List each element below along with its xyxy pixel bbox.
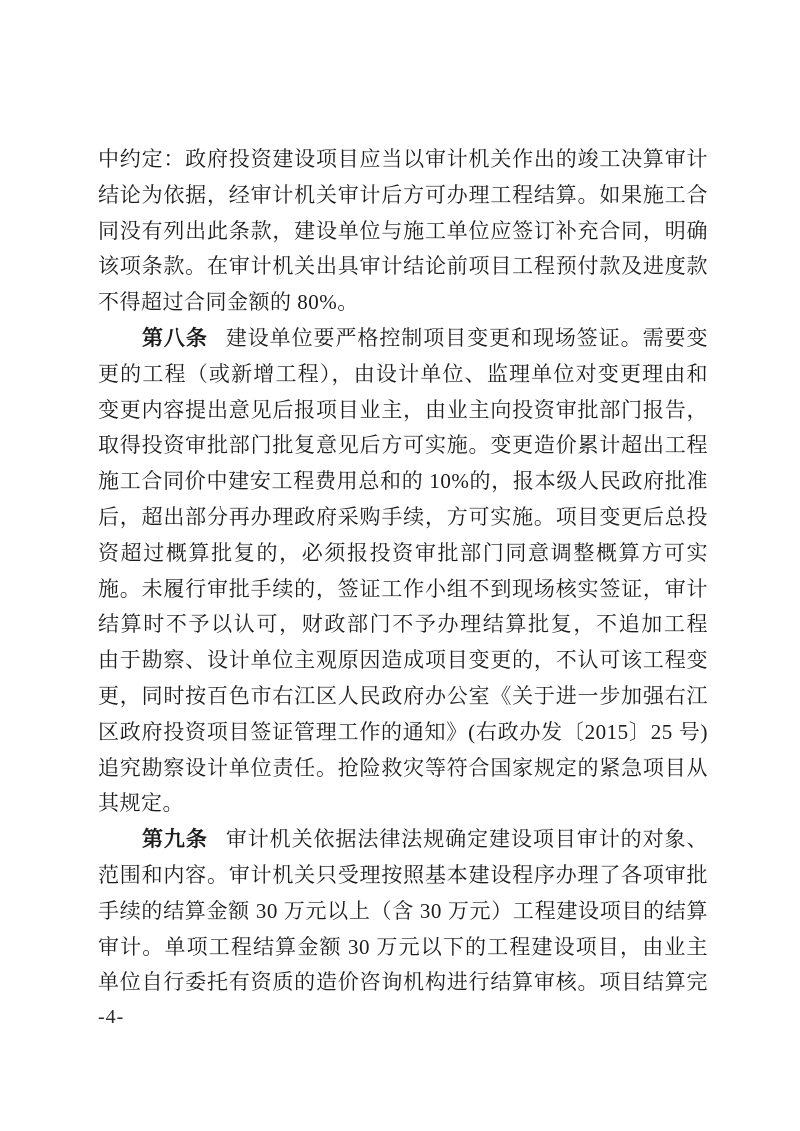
text-line: 结算时不予以认可，财政部门不予办理结算批复，不追加工程 (98, 612, 708, 637)
text-line: 资超过概算批复的，必须报投资审批部门同意调整概算方可实 (98, 540, 708, 565)
article-8-first-line (98, 321, 708, 357)
article-9-text: 审计机关依据法律法规确定建设项目审计的对象、 (225, 827, 708, 852)
document-body-text (98, 142, 708, 1001)
article-9-first-line (98, 822, 708, 858)
text-line: 区政府投资项目签证管理工作的通知》(右政办发〔2015〕25 号) (98, 719, 708, 744)
page-number: -4- (98, 1006, 125, 1028)
text-line: 中约定：政府投资建设项目应当以审计机关作出的竣工决算审计 (98, 147, 708, 171)
text-line: 手续的结算金额 30 万元以上（含 30 万元）工程建设项目的结算 (98, 898, 708, 923)
article-8-text: 建设单位要严格控制项目变更和现场签证。需要变 (225, 325, 708, 350)
article-9-term: 第九条 (142, 828, 208, 852)
text-line: 追究勘察设计单位责任。抢险救灾等符合国家规定的紧急项目从 (98, 755, 708, 780)
text-line: 更的工程（或新增工程），由设计单位、监理单位对变更理由和 (98, 361, 708, 386)
text-line: 由于勘察、设计单位主观原因造成项目变更的，不认可该工程变 (98, 648, 708, 673)
text-line: 施。未履行审批手续的，签证工作小组不到现场核实签证，审计 (98, 576, 708, 601)
text-line: 取得投资审批部门批复意见后方可实施。变更造价累计超出工程 (98, 433, 708, 458)
text-line: 不得超过合同金额的 80%。 (98, 290, 359, 315)
text-line: 后，超出部分再办理政府采购手续，方可实施。项目变更后总投 (98, 504, 708, 529)
article-8-term: 第八条 (142, 326, 208, 350)
text-line: 审计。单项工程结算金额 30 万元以下的工程建设项目，由业主 (98, 934, 708, 959)
text-line: 该项条款。在审计机关出具审计结论前项目工程预付款及进度款 (98, 254, 708, 279)
text-line: 范围和内容。审计机关只受理按照基本建设程序办理了各项审批 (98, 862, 708, 887)
text-line: 单位自行委托有资质的造价咨询机构进行结算审核。项目结算完 (98, 970, 708, 995)
text-line: 变更内容提出意见后报项目业主，由业主向投资审批部门报告， (98, 397, 708, 422)
text-line: 同没有列出此条款，建设单位与施工单位应签订补充合同，明确 (98, 218, 708, 243)
text-line: 其规定。 (98, 791, 184, 816)
text-line: 更，同时按百色市右江区人民政府办公室《关于进一步加强右江 (98, 683, 708, 708)
text-line: 施工合同价中建安工程费用总和的 10%的，报本级人民政府批准 (98, 469, 708, 494)
text-line: 结论为依据，经审计机关审计后方可办理工程结算。如果施工合 (98, 182, 708, 207)
